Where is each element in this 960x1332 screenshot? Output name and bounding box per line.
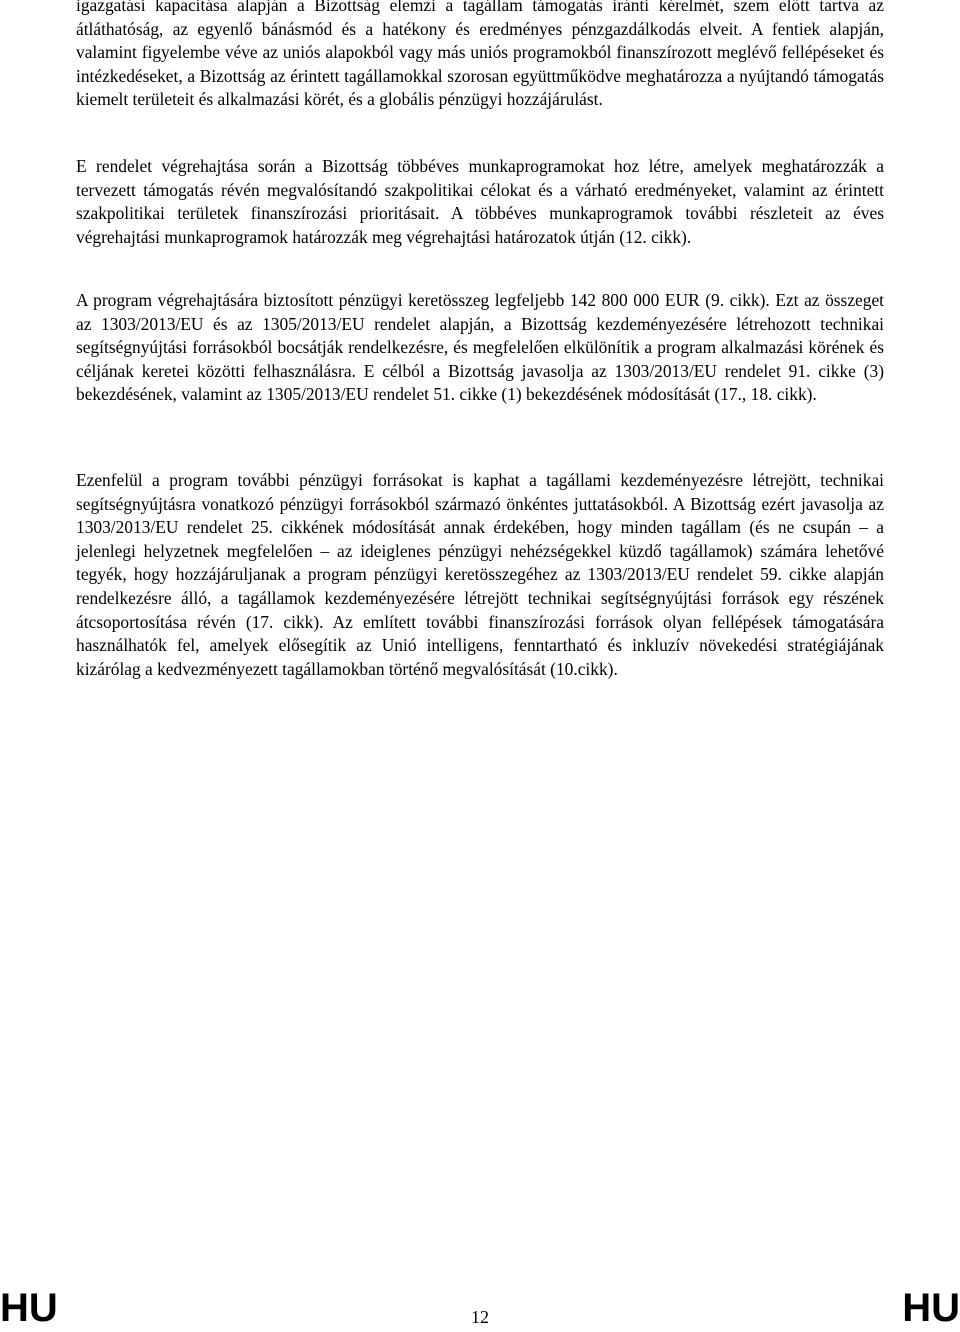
page-number: 12 bbox=[471, 1307, 489, 1327]
paragraph-3: A program végrehajtására biztosított pénzügyi keretösszeg legfeljebb 142 800 000 EUR (9. cikk). Ezt az összeget az 1303/2013/EU és az 1305/2013/EU rendelet alapján, a Bizottság kezdeményezésére létrehozott technikai segítségnyújtási forrásokból bocsátják rendelkezésre, és megfelelően elkülönítik a program alkalmazási körének és céljának keretei közötti felhasználásra. E célból a Bizottság javasolja az 1303/2013/EU rendelet 91. cikke (3) bekezdésének, valamint az 1305/2013/EU rendelet 51. cikke (1) bekezdésének módosítását (17., 18. cikk). bbox=[76, 290, 884, 405]
footer-language-code-right: HU bbox=[902, 1286, 960, 1330]
paragraph-4: Ezenfelül a program további pénzügyi forrásokat is kaphat a tagállami kezdeményezésre létrejött, technikai segítségnyújtásra vonatkozó pénzügyi forrásokból származó önkéntes juttatásokból. A Bizottság ezért javasolja az 1303/2013/EU rendelet 25. cikkének módosítását annak érdekében, hogy minden tagállam (és ne csupán – a jelenlegi helyzetnek megfelelően – az ideiglenes pénzügyi nehézségekkel küzdő tagállamok) számára lehetővé tegyék, hogy hozzájáruljanak a program pénzügyi keretösszegéhez az 1303/2013/EU rendelet 59. cikke alapján rendelkezésre álló, a tagállamok kezdeményezésére létrejött technikai segítségnyújtási források egy részének átcsoportosítása révén (17. cikk). Az említett további finanszírozási források olyan fellépések támogatására használhatók fel, amelyek elősegítik az Unió intelligens, fenntartható és inkluzív növekedési stratégiájának kizárólag a kedvezményezett tagállamokban történő megvalósítását (10.cikk). bbox=[76, 470, 884, 679]
paragraph-1: igazgatási kapacitása alapján a Bizottság elemzi a tagállam támogatás iránti kérelmét, szem előtt tartva az átláthatóság, az egyenlő bánásmód és a hatékony és eredményes pénzgazdálkodás elveit. A fentiek alapján, valamint figyelembe véve az uniós alapokból vagy más uniós programokból finanszírozott meglévő fellépéseket és intézkedéseket, a Bizottság az érintett tagállamokkal szorosan együttműködve meghatározza a nyújtandó támogatás kiemelt területeit és alkalmazási körét, és a globális pénzügyi hozzájárulást. bbox=[76, 0, 884, 110]
footer-language-code-left: HU bbox=[0, 1286, 58, 1330]
paragraph-2: E rendelet végrehajtása során a Bizottság többéves munkaprogramokat hoz létre, amelyek meghatározzák a tervezett támogatás révén megvalósítandó szakpolitikai célokat és a várható eredményeket, valamint az érintett szakpolitikai területek finanszírozási prioritásait. A többéves munkaprogramok további részleteit az éves végrehajtási munkaprogramok határozzák meg végrehajtási határozatok útján (12. cikk). bbox=[76, 156, 884, 247]
